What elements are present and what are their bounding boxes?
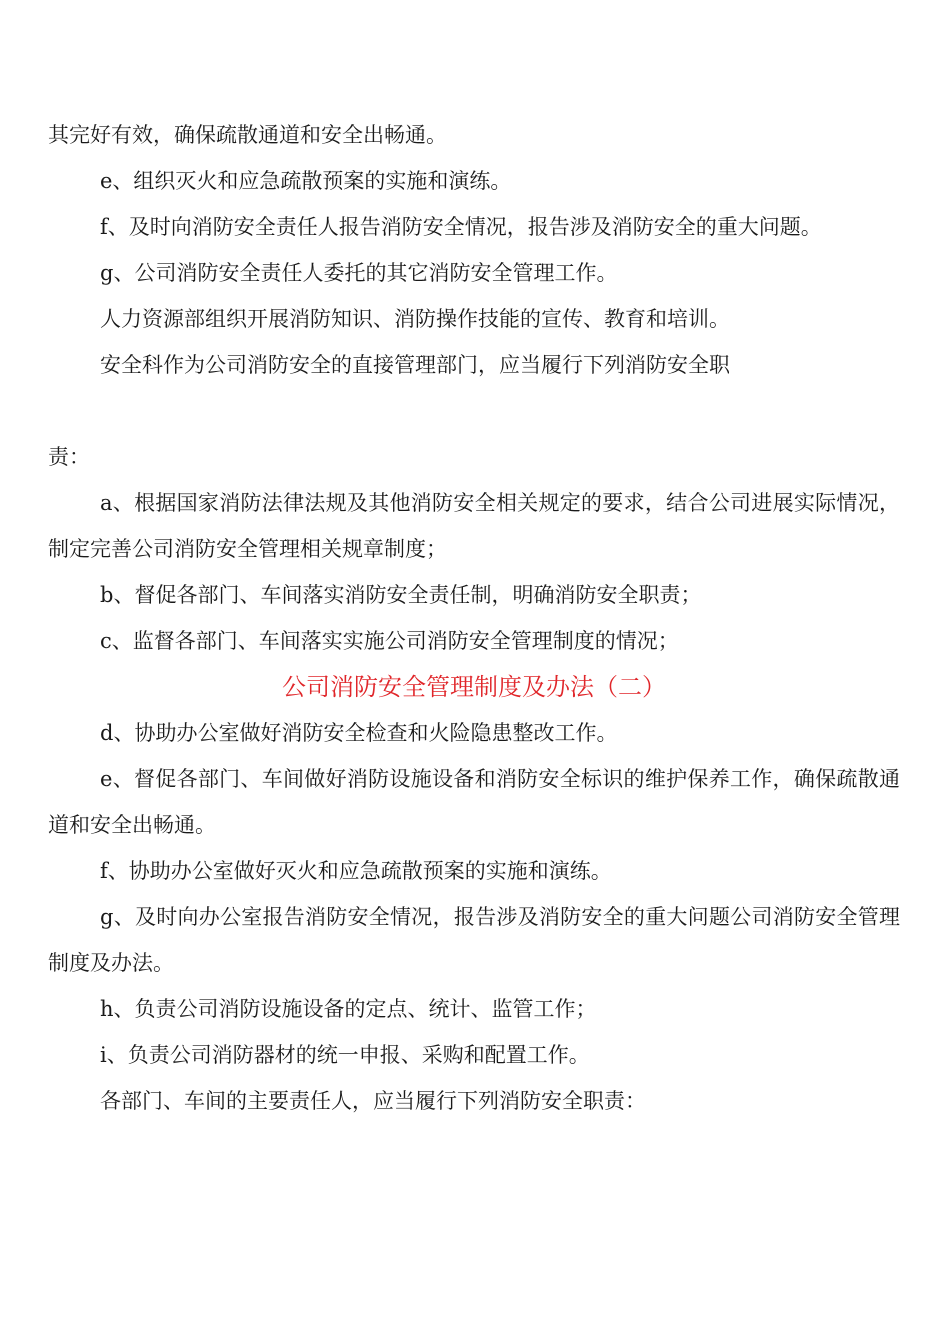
body-paragraph: 责： [48, 445, 90, 469]
body-paragraph: f、协助办公室做好灭火和应急疏散预案的实施和演练。 [100, 859, 612, 883]
body-paragraph: 其完好有效，确保疏散通道和安全出畅通。 [48, 123, 447, 147]
body-section-bottom [48, 710, 900, 1124]
body-paragraph: f、及时向消防安全责任人报告消防安全情况，报告涉及消防安全的重大问题。 [100, 215, 822, 239]
section-heading: 公司消防安全管理制度及办法（二） [282, 673, 666, 701]
body-section-top [48, 112, 900, 664]
body-paragraph: e、组织灭火和应急疏散预案的实施和演练。 [100, 169, 512, 193]
body-paragraph: h、负责公司消防设施设备的定点、统计、监管工作； [100, 997, 597, 1021]
body-paragraph: c、监督各部门、车间落实实施公司消防安全管理制度的情况； [100, 629, 679, 653]
body-paragraph: 人力资源部组织开展消防知识、消防操作技能的宣传、教育和培训。 [100, 307, 730, 331]
document-page [48, 112, 900, 1124]
body-paragraph: i、负责公司消防器材的统一申报、采购和配置工作。 [100, 1043, 590, 1067]
body-paragraph: b、督促各部门、车间落实消防安全责任制，明确消防安全职责； [100, 583, 702, 607]
body-paragraph: d、协助办公室做好消防安全检查和火险隐患整改工作。 [100, 721, 618, 745]
body-paragraph: g、及时向办公室报告消防安全情况，报告涉及消防安全的重大问题公司消防安全管理制度及办法。 [48, 905, 900, 975]
body-paragraph: g、公司消防安全责任人委托的其它消防安全管理工作。 [100, 261, 618, 285]
body-paragraph: 安全科作为公司消防安全的直接管理部门，应当履行下列消防安全职 [100, 353, 730, 377]
body-paragraph: e、督促各部门、车间做好消防设施设备和消防安全标识的维护保养工作，确保疏散通道和安全出畅通。 [48, 767, 900, 837]
blank-line [48, 388, 900, 434]
body-paragraph: a、根据国家消防法律法规及其他消防安全相关规定的要求，结合公司进展实际情况，制定完善公司消防安全管理相关规章制度； [48, 491, 900, 561]
body-paragraph: 各部门、车间的主要责任人，应当履行下列消防安全职责： [100, 1089, 646, 1113]
